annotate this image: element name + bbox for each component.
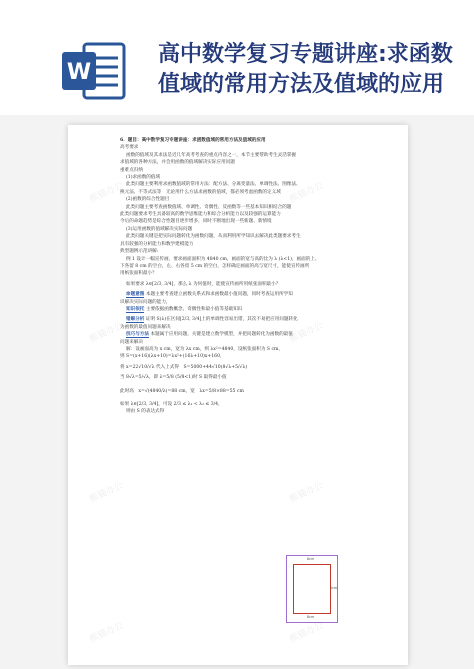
poster-frame — [293, 564, 331, 614]
doc-paragraph — [120, 306, 372, 313]
doc-text: 本题属于应用问题，关键是建立数学模型，并把问题转化为函数的最值 — [150, 332, 293, 338]
doc-line: 此类问题主要利用求函数值域的常用方法：配方法、分离变量法、单调性法、图像法、 — [126, 182, 301, 188]
doc-line: 则 S=(x+16)(λx+10)=λx²+(16λ+10)x+160, — [120, 354, 222, 360]
diagram-label-side: 5cm — [330, 586, 338, 590]
doc-line: (3)运用函数的值域解决实际问题 — [126, 226, 193, 232]
doc-paragraph — [120, 291, 372, 298]
doc-line: 求值域的各种方法，并会用函数的值域解决实际应用问题 — [120, 160, 235, 166]
doc-line: 此类问题主要考查函数值域、单调性、奇偶性、反函数等一些基本知识相结合的题 — [126, 204, 292, 210]
poster-diagram — [286, 555, 338, 623]
doc-text: 证明 S(λ)在区间[2/3, 3/4]上的单调性容易出错，其次不易把应用问题转化 — [145, 317, 298, 323]
doc-line: 如果 λ∈[2/3, 3/4]，可设 2/3 ≤ λ₁ < λ₂ ≤ 3/4， — [120, 402, 223, 407]
diagram-label-top: 8cm — [307, 557, 315, 561]
document-body — [120, 137, 372, 416]
doc-paragraph — [120, 331, 372, 338]
doc-text: 本题主要考查建立函数关系式和求函数最小值问题，同时考查运用所学知 — [145, 292, 293, 298]
doc-line: 6．题目：高中数学复习专题讲座：求函数值域的常用方法及值域的应用 — [120, 138, 266, 143]
doc-line: 此时高 x=√(4840/λ)=88 cm，宽 λx=5/8×88=55 cm — [120, 388, 244, 394]
doc-line: 具有较强的分析能力和数学建模能力 — [120, 241, 194, 247]
doc-line: 此类问题要求考生具备较高的数学思维能力和综合分析能力以及较强的运算能力 — [120, 212, 281, 218]
doc-line: 换元法、不等式法等 无论用什么方法求函数的值域，都必须考虑函数的定义域 — [120, 189, 281, 195]
doc-line: 此类问题关键是把实际问题转化为函数问题，从而利用所学知识去解决此类题要求考生 — [126, 234, 301, 240]
doc-line: 下各留 8 cm 的空白，左、右各留 5 cm 的空白，怎样确定画面的高与宽尺寸，能使宣传画所 — [120, 263, 310, 269]
doc-line: 重难点归纳 — [120, 167, 143, 173]
page-title: 高中数学复习专题讲座:求函数值域的常用方法及值域的应用 — [158, 42, 453, 97]
diagram-label-bottom: 8cm — [307, 615, 315, 619]
watermark-text: 熊猫办公 — [288, 320, 326, 346]
word-document-icon — [60, 40, 130, 102]
watermark-text: 熊猫办公 — [88, 180, 126, 206]
watermark-text: 熊猫办公 — [288, 620, 326, 646]
watermark-text: 熊猫办公 — [88, 480, 126, 506]
document-preview-area — [0, 115, 474, 669]
doc-line: 识解决实际问题的能力， — [120, 299, 171, 305]
doc-line: 今后的命题趋势是综合性题目逐步增多，同时不断地出现一些新题、新情境 — [120, 219, 272, 225]
zhishi-tag: 知识依托 — [126, 306, 145, 312]
doc-line: (1)求函数的值域 — [126, 175, 161, 181]
svg-text:W: W — [66, 60, 92, 85]
doc-line: 例 1 设计一幅宣传画，要求画面面积为 4840 cm，画面的宽与高的比为 λ (λ<1)，画面的上、 — [126, 256, 320, 262]
doc-line: 问题来解决 — [120, 339, 143, 345]
doc-line: 如果要求 λ∈[2/3, 3/4]，那么 λ 为何值时，能使宣传画所用纸张面积最小？ — [126, 281, 281, 287]
cuojie-tag: 错解分析 — [126, 317, 145, 323]
watermark-text: 熊猫办公 — [88, 620, 126, 646]
doc-line: (2)函数的综合性题目 — [126, 197, 170, 203]
watermark-text: 熊猫办公 — [88, 320, 126, 346]
watermark-text: 熊猫办公 — [288, 180, 326, 206]
jiqiao-tag: 技巧与方法 — [126, 332, 149, 338]
doc-line: 则由 S 的表达式得 — [126, 409, 165, 415]
doc-line: 高考要求 — [120, 145, 139, 151]
doc-line: 函数的值域及其求法是近几年高考考查的重点内容之一，本节主要帮助考生灵活掌握 — [126, 152, 296, 158]
doc-text: 主要依据函数概念、奇偶性和最小值等基础知识 — [145, 306, 243, 312]
mingti-tag: 命题意图 — [126, 292, 145, 298]
doc-line: 典型题例示范讲解: — [120, 249, 159, 255]
watermark-text: 熊猫办公 — [288, 480, 326, 506]
doc-line: 将 x=22√10/√λ 代入上式得 S=5000+44√10(8√λ+5/√λ) — [120, 364, 248, 370]
doc-line: 为函数的最值问题来解决 — [120, 324, 171, 330]
doc-paragraph — [120, 316, 372, 323]
page-header — [0, 0, 474, 115]
doc-line: 解：设画面高为 x cm，宽为 λx cm，则 λx²=4840，设纸张面积为 S cm， — [126, 346, 284, 352]
doc-line: 用纸张面积最小？ — [120, 271, 157, 277]
doc-line: 当 8√λ=5/√λ，即 λ=5/8 (5/8<1)时 S 取得最小值 — [120, 375, 227, 381]
document-page — [68, 125, 408, 665]
